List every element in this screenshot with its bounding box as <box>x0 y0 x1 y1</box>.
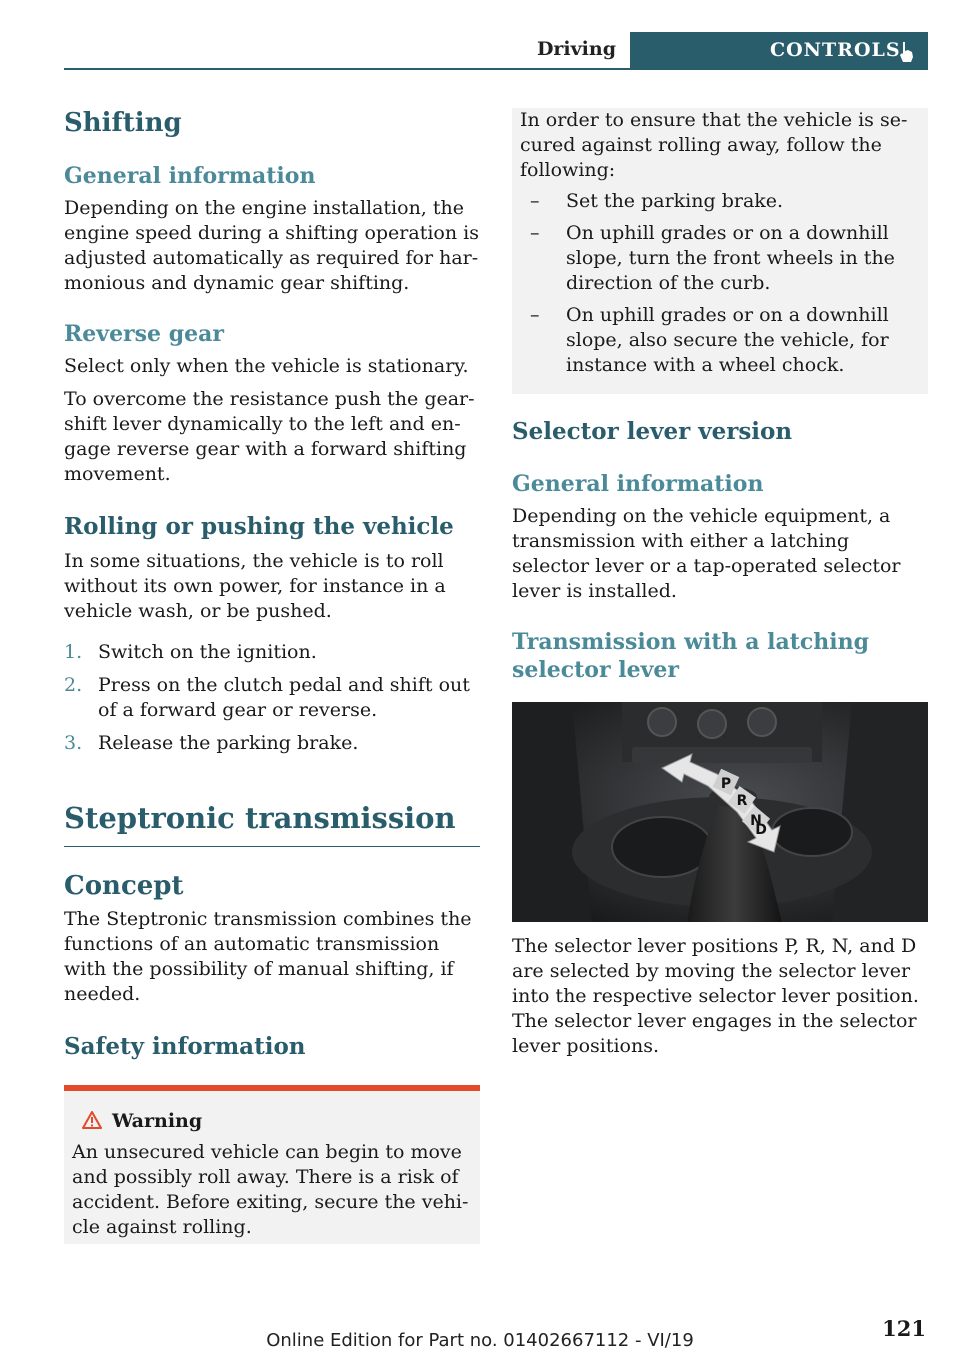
secure-list <box>520 189 918 378</box>
lever-label-p: P <box>720 776 732 792</box>
warning-text: An unsecured vehicle can begin to move and possibly roll away. There is a risk of accident. Before exiting, secure the vehicle against rolling. <box>72 1141 469 1238</box>
page-number: 121 <box>882 1316 926 1341</box>
list-item: – On uphill grades or on a downhill slope, also secure the vehicle, for instance with a wheel chock. <box>530 304 889 376</box>
rolling-text: In some situations, the vehicle is to roll without its own power, for instance in a vehicle wash, or be pushed. <box>64 550 446 622</box>
footer-edition: Online Edition for Part no. 01402667112 - VI/19 <box>266 1330 694 1351</box>
safety-info-heading: Safety information <box>64 1033 306 1060</box>
left-column <box>64 108 480 1244</box>
shifting-heading: Shifting <box>64 108 182 138</box>
concept-text: The Steptronic transmission combines the functions of an automatic transmission with the possibility of manual shifting, if needed. <box>64 908 472 1005</box>
secure-intro-text: In order to ensure that the vehicle is secured against rolling away, follow the following: <box>520 109 908 181</box>
list-item: 2. Press on the clutch pedal and shift out of a forward gear or reverse. <box>64 674 470 721</box>
general-info-heading-2: General information <box>512 471 764 497</box>
rolling-steps-list <box>64 640 480 756</box>
concept-heading: Concept <box>64 871 184 901</box>
list-item: 1. Switch on the ignition. <box>64 641 317 663</box>
general-info-heading: General information <box>64 163 316 189</box>
selector-lever-photo <box>512 702 928 922</box>
warning-box <box>64 1085 480 1244</box>
list-item: – On uphill grades or on a downhill slope, turn the front wheels in the direction of the curb. <box>530 222 895 294</box>
general-info-text-2: Depending on the vehicle equipment, a transmission with either a latching selector lever or a tap-operated selector lever is installed. <box>512 505 901 602</box>
list-item: 3. Release the parking brake. <box>64 732 359 754</box>
page-header <box>64 32 928 70</box>
right-column <box>512 108 928 1059</box>
warning-title: Warning <box>72 1109 472 1134</box>
lever-label-r: R <box>736 793 748 809</box>
hand-pointer-icon <box>896 40 916 64</box>
reverse-gear-text-1: Select only when the vehicle is stationary. <box>64 355 469 377</box>
latching-lever-heading: Transmission with a latching selector lever <box>512 629 870 683</box>
general-info-text: Depending on the engine installation, the engine speed during a shifting operation is adjusted automatically as required for harmonious and dynamic gear shifting. <box>64 197 479 294</box>
secure-vehicle-box <box>512 108 928 394</box>
warning-triangle-icon <box>82 1111 102 1129</box>
header-rule <box>64 68 928 70</box>
selector-lever-heading: Selector lever version <box>512 418 793 445</box>
latching-lever-text: The selector lever positions P, R, N, and D are selected by moving the selector lever into the respective selector lever position. The selector lever engages in the selector lever positions. <box>512 935 919 1057</box>
reverse-gear-heading: Reverse gear <box>64 321 224 347</box>
steptronic-chapter-heading: Steptronic transmission <box>64 800 480 847</box>
lever-label-n: N <box>750 813 762 829</box>
lever-label-d: D <box>755 822 767 838</box>
list-item: – Set the parking brake. <box>530 190 784 212</box>
header-section-title: Driving <box>536 38 616 60</box>
reverse-gear-text-2: To overcome the resistance push the gearshift lever dynamically to the left and engage reverse gear with a forward shifting movement. <box>64 388 475 485</box>
header-chapter-title: CONTROLS <box>770 39 901 61</box>
rolling-heading: Rolling or pushing the vehicle <box>64 513 454 540</box>
header-chapter-box <box>630 32 928 70</box>
